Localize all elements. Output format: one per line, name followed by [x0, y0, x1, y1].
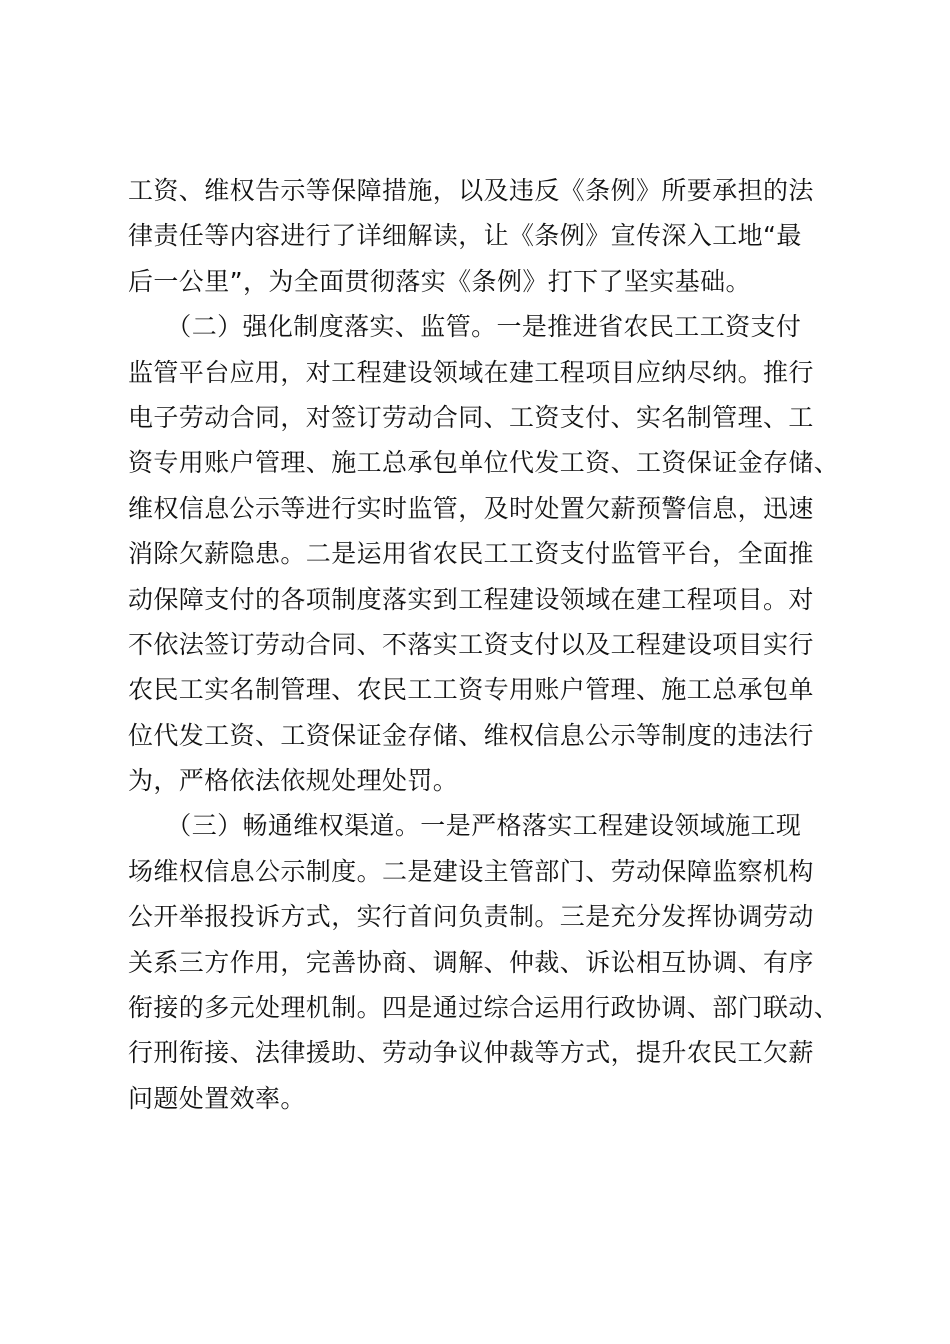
- text-line: 律责任等内容进行了详细解读，让《条例》宣传深入工地“最: [128, 221, 802, 251]
- text-line: 衔接的多元处理机制。四是通过综合运用行政协调、部门联动、: [128, 993, 840, 1023]
- text-line: （二）强化制度落实、监管。一是推进省农民工工资支付: [128, 312, 802, 342]
- text-line: 工资、维权告示等保障措施，以及违反《条例》所要承担的法: [128, 176, 814, 205]
- text-line: （三）畅通维权渠道。一是严格落实工程建设领域施工现: [128, 811, 802, 841]
- text-line: 电子劳动合同，对签订劳动合同、工资支付、实名制管理、工: [128, 402, 814, 432]
- text-line: 行刑衔接、法律援助、劳动争议仲裁等方式，提升农民工欠薪: [128, 1038, 814, 1068]
- text-line: 位代发工资、工资保证金存储、维权信息公示等制度的违法行: [128, 720, 814, 750]
- text-line: 场维权信息公示制度。二是建设主管部门、劳动保障监察机构: [128, 856, 814, 886]
- text-line: 消除欠薪隐患。二是运用省农民工工资支付监管平台，全面推: [128, 539, 814, 569]
- text-line: 为，严格依法依规处理处罚。: [128, 766, 459, 796]
- text-line: 不依法签订劳动合同、不落实工资支付以及工程建设项目实行: [128, 629, 814, 659]
- text-line: 问题处置效率。: [128, 1083, 306, 1113]
- text-line: 后一公里”，为全面贯彻落实《条例》打下了坚实基础。: [128, 266, 751, 296]
- text-line: 动保障支付的各项制度落实到工程建设领域在建工程项目。对: [128, 584, 814, 614]
- text-line: 农民工实名制管理、农民工工资专用账户管理、施工总承包单: [128, 675, 814, 705]
- text-line: 关系三方作用，完善协商、调解、仲裁、诉讼相互协调、有序: [128, 947, 814, 977]
- text-line: 公开举报投诉方式，实行首问负责制。三是充分发挥协调劳动: [128, 902, 814, 932]
- text-line: 监管平台应用，对工程建设领域在建工程项目应纳尽纳。推行: [128, 357, 814, 387]
- text-line: 资专用账户管理、施工总承包单位代发工资、工资保证金存储、: [128, 448, 840, 478]
- body-text: [128, 168, 840, 1121]
- text-line: 维权信息公示等进行实时监管，及时处置欠薪预警信息，迅速: [128, 493, 814, 523]
